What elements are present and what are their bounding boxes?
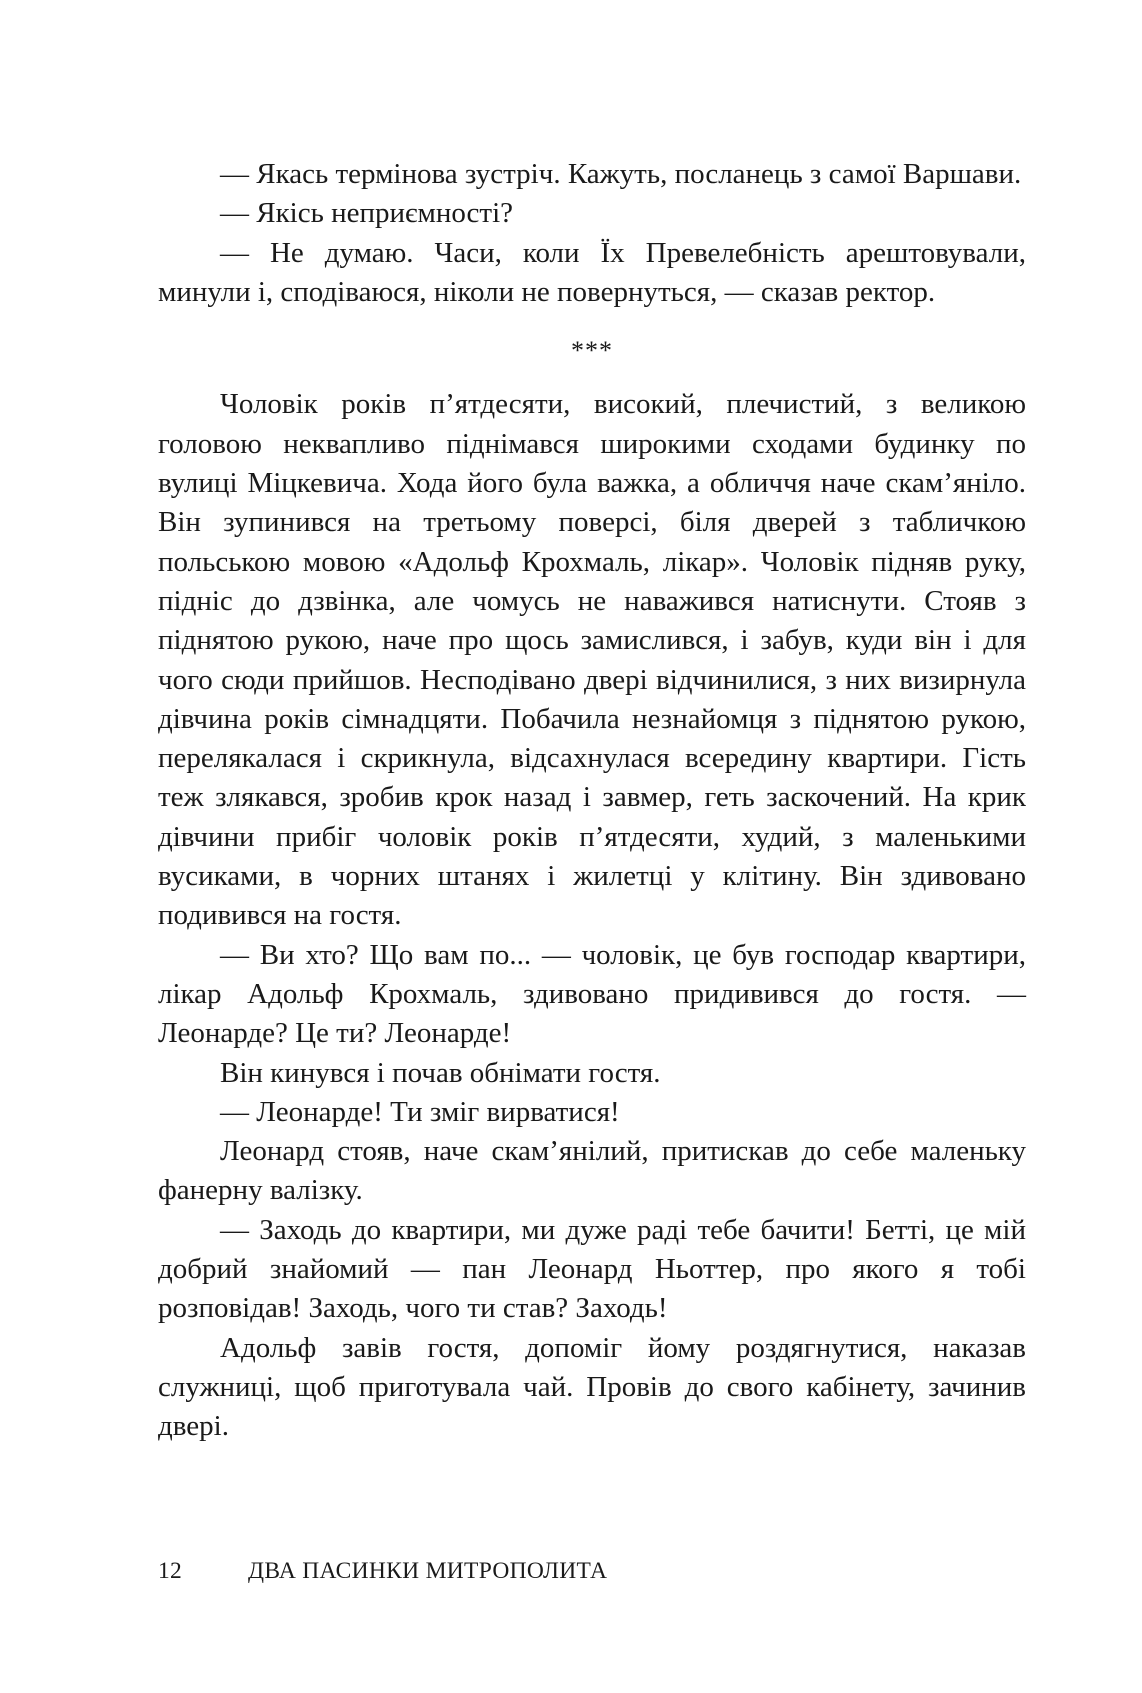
paragraph: — Якась термінова зустріч. Кажуть, посланець з самої Варшави. [220, 158, 1022, 190]
paragraph: Він кинувся і почав обнімати гостя. [220, 1056, 661, 1089]
paragraph: Леонард стояв, наче скам’янілий, притискав до себе маленьку фанерну валізку. [158, 1135, 1026, 1207]
page-number: 12 [158, 1558, 183, 1584]
paragraph: — Не думаю. Часи, коли Їх Превелебність арештовували, минули і, сподіваюся, ніколи не повернуться, — сказав ректор. [158, 236, 1026, 308]
main-text [158, 385, 1026, 1446]
page-footer [158, 1558, 607, 1585]
book-page [158, 155, 1026, 1447]
paragraph: Адольф завів гостя, допоміг йому роздягнутися, наказав служниці, щоб приготувала чай. Провів до свого кабінету, зачинив двері. [158, 1331, 1026, 1443]
paragraph: — Якісь неприємності? [220, 197, 514, 230]
paragraph: — Заходь до квартири, ми дуже раді тебе бачити! Бетті, це мій добрий знайомий — пан Леонард Ньоттер, про якого я тобі розповідав! Заходь, чого ти став? Заходь! [158, 1213, 1026, 1325]
dialogue-top [158, 155, 1026, 312]
section-separator: *** [571, 336, 613, 366]
paragraph: — Ви хто? Що вам по... — чоловік, це був господар квартири, лікар Адольф Крохмаль, здивовано придивився до гостя. — Леонарде? Це ти? Леонарде! [158, 938, 1026, 1050]
paragraph: Чоловік років п’ятдесяти, високий, плечистий, з великою головою неквапливо піднімався широкими сходами будинку по вулиці Міцкевича. Хода його була важка, а обличчя наче скам’яніло. Він зупинився на третьому поверсі, біля дверей з табличкою польською мовою «Адольф Крохмаль, лікар». Чоловік підняв руку, підніс до дзвінка, але чомусь не наважився натиснути. Стояв з піднятою рукою, наче про щось замислився, і забув, куди він і для чого сюди прийшов. Несподівано двері відчинилися, з них визирнула дівчина років сімнадцяти. Побачила незнайомця з піднятою рукою, перелякалася і скрикнула, відсахнулася всередину квартири. Гість теж злякався, зробив крок назад і завмер, геть заскочений. На крик дівчини прибіг чоловік років п’ятдесяти, худий, з маленькими вусиками, в чорних штанях і жилетці у клітину. Він здивовано подивився на гостя. [158, 388, 1026, 932]
paragraph: — Леонарде! Ти зміг вирватися! [220, 1095, 620, 1128]
running-title: ДВА ПАСИНКИ МИТРОПОЛИТА [248, 1558, 608, 1584]
